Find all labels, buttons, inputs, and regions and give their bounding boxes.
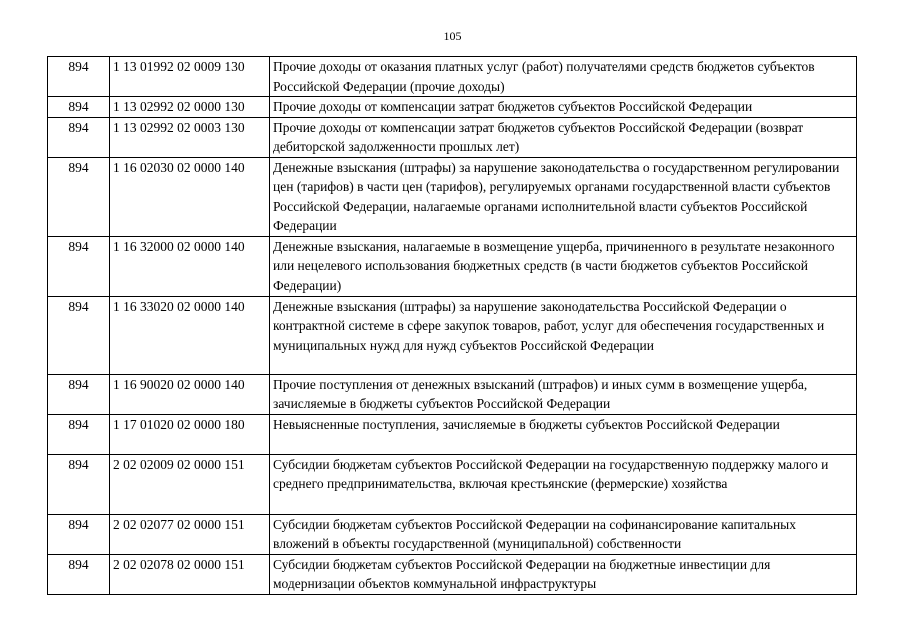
description-cell: Субсидии бюджетам субъектов Российской Федерации на бюджетные инвестиции для модернизации объектов коммунальной инфраструктуры: [270, 554, 857, 594]
budget-code-cell: 1 16 02030 02 0000 140: [110, 157, 270, 236]
table-row: [48, 296, 857, 374]
budget-codes-table: [47, 56, 857, 595]
admin-code-cell: 894: [48, 57, 110, 97]
budget-code-cell: 1 13 01992 02 0009 130: [110, 57, 270, 97]
admin-code-cell: 894: [48, 454, 110, 514]
table-row: [48, 454, 857, 514]
budget-code-cell: 2 02 02009 02 0000 151: [110, 454, 270, 514]
budget-code-cell: 1 16 32000 02 0000 140: [110, 236, 270, 296]
table-row: [48, 97, 857, 118]
admin-code-cell: 894: [48, 414, 110, 454]
admin-code-cell: 894: [48, 97, 110, 118]
table-row: [48, 236, 857, 296]
description-cell: Денежные взыскания (штрафы) за нарушение законодательства о государственном регулировании цен (тарифов) в части цен (тарифов), регулируемых органами государственной власти субъектов Российской Федерации, налагаемые органами исполнительной власти субъектов Российской Федерации: [270, 157, 857, 236]
budget-code-cell: 1 13 02992 02 0003 130: [110, 117, 270, 157]
description-cell: Невыясненные поступления, зачисляемые в бюджеты субъектов Российской Федерации: [270, 414, 857, 454]
description-cell: Денежные взыскания (штрафы) за нарушение законодательства Российской Федерации о контрактной системе в сфере закупок товаров, работ, услуг для обеспечения государственных и муниципальных нужд для нужд субъектов Российской Федерации: [270, 296, 857, 374]
budget-code-cell: 2 02 02077 02 0000 151: [110, 514, 270, 554]
budget-code-cell: 1 16 33020 02 0000 140: [110, 296, 270, 374]
page-number: 105: [443, 29, 462, 43]
budget-code-cell: 1 17 01020 02 0000 180: [110, 414, 270, 454]
admin-code-cell: 894: [48, 374, 110, 414]
description-cell: Прочие доходы от компенсации затрат бюджетов субъектов Российской Федерации: [270, 97, 857, 118]
description-cell: Прочие поступления от денежных взысканий (штрафов) и иных сумм в возмещение ущерба, зачисляемые в бюджеты субъектов Российской Федерации: [270, 374, 857, 414]
description-cell: Субсидии бюджетам субъектов Российской Федерации на софинансирование капитальных вложений в объекты государственной (муниципальной) собственности: [270, 514, 857, 554]
budget-code-cell: 2 02 02078 02 0000 151: [110, 554, 270, 594]
table-row: [48, 414, 857, 454]
table-row: [48, 554, 857, 594]
admin-code-cell: 894: [48, 236, 110, 296]
admin-code-cell: 894: [48, 157, 110, 236]
admin-code-cell: 894: [48, 117, 110, 157]
description-cell: Денежные взыскания, налагаемые в возмещение ущерба, причиненного в результате незаконного или нецелевого использования бюджетных средств (в части бюджетов субъектов Российской Федерации): [270, 236, 857, 296]
admin-code-cell: 894: [48, 296, 110, 374]
table-row: [48, 57, 857, 97]
table-row: [48, 117, 857, 157]
budget-code-cell: 1 13 02992 02 0000 130: [110, 97, 270, 118]
table-row: [48, 514, 857, 554]
description-cell: Прочие доходы от оказания платных услуг (работ) получателями средств бюджетов субъектов Российской Федерации (прочие доходы): [270, 57, 857, 97]
admin-code-cell: 894: [48, 514, 110, 554]
description-cell: Субсидии бюджетам субъектов Российской Федерации на государственную поддержку малого и среднего предпринимательства, включая крестьянские (фермерские) хозяйства: [270, 454, 857, 514]
table-row: [48, 157, 857, 236]
description-cell: Прочие доходы от компенсации затрат бюджетов субъектов Российской Федерации (возврат дебиторской задолженности прошлых лет): [270, 117, 857, 157]
table-row: [48, 374, 857, 414]
admin-code-cell: 894: [48, 554, 110, 594]
budget-code-cell: 1 16 90020 02 0000 140: [110, 374, 270, 414]
